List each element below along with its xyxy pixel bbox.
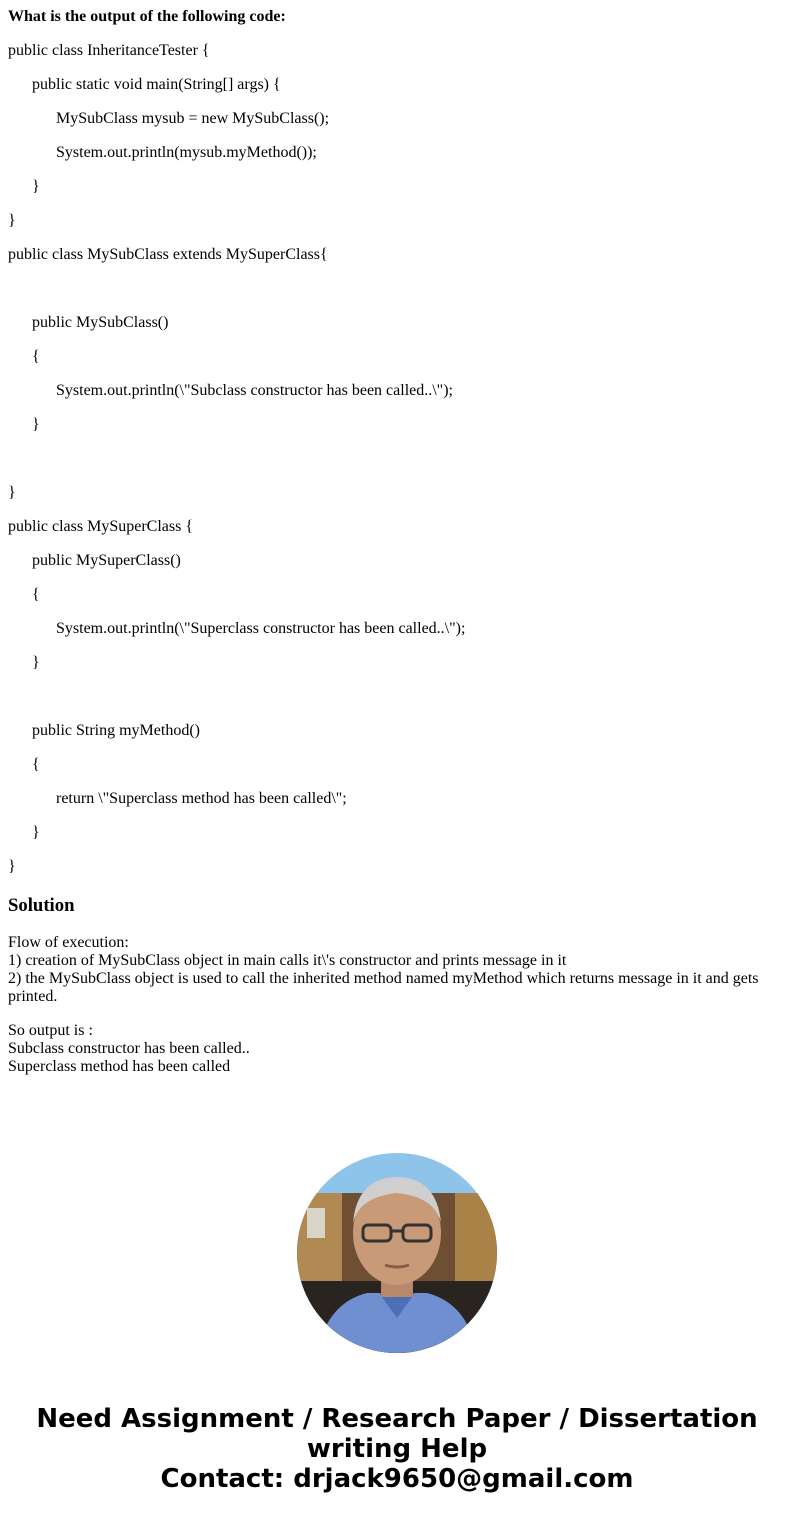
promo-banner [0,1404,794,1494]
code-line: public class InheritanceTester { [8,42,210,59]
code-line: } [32,416,40,433]
code-line: } [32,654,40,671]
promo-line: writing Help [306,1434,488,1464]
code-line: public class MySubClass extends MySuperClass{ [8,246,328,263]
question-title: What is the output of the following code: [8,8,286,25]
code-line: public MySuperClass() [32,552,181,569]
code-line: public String myMethod() [32,722,200,739]
code-line: MySubClass mysub = new MySubClass(); [56,110,330,127]
code-line: public class MySuperClass { [8,518,193,535]
code-line: { [32,586,40,603]
solution-line: Superclass method has been called [8,1058,231,1075]
code-line: } [8,858,16,875]
code-line: } [8,484,16,501]
code-line: System.out.println(\"Superclass constructor has been called..\"); [56,620,466,637]
solution-output [8,1022,786,1076]
promo-contact: Contact: drjack9650@gmail.com [160,1464,634,1494]
solution-flow [8,934,786,1006]
solution-heading: Solution [8,895,75,916]
code-line: } [32,824,40,841]
code-line: System.out.println(mysub.myMethod()); [56,144,317,161]
code-line: { [32,756,40,773]
solution-line: So output is : [8,1022,93,1039]
solution-line: Subclass constructor has been called.. [8,1040,250,1057]
code-line: public MySubClass() [32,314,169,331]
promo-line: Need Assignment / Research Paper / Dissertation [36,1404,758,1434]
code-line: return \"Superclass method has been called\"; [56,790,347,807]
solution-line: Flow of execution: [8,934,129,951]
code-line: public static void main(String[] args) { [32,76,281,93]
avatar [297,1153,497,1353]
code-line: } [32,178,40,195]
code-line: } [8,212,16,229]
solution-line: 2) the MySubClass object is used to call the inherited method named myMethod which returns message in it and gets printed. [8,970,759,1005]
code-line: System.out.println(\"Subclass constructor has been called..\"); [56,382,453,399]
code-line: { [32,348,40,365]
avatar-portrait [297,1153,497,1353]
solution-line: 1) creation of MySubClass object in main calls it\'s constructor and prints message in it [8,952,567,969]
